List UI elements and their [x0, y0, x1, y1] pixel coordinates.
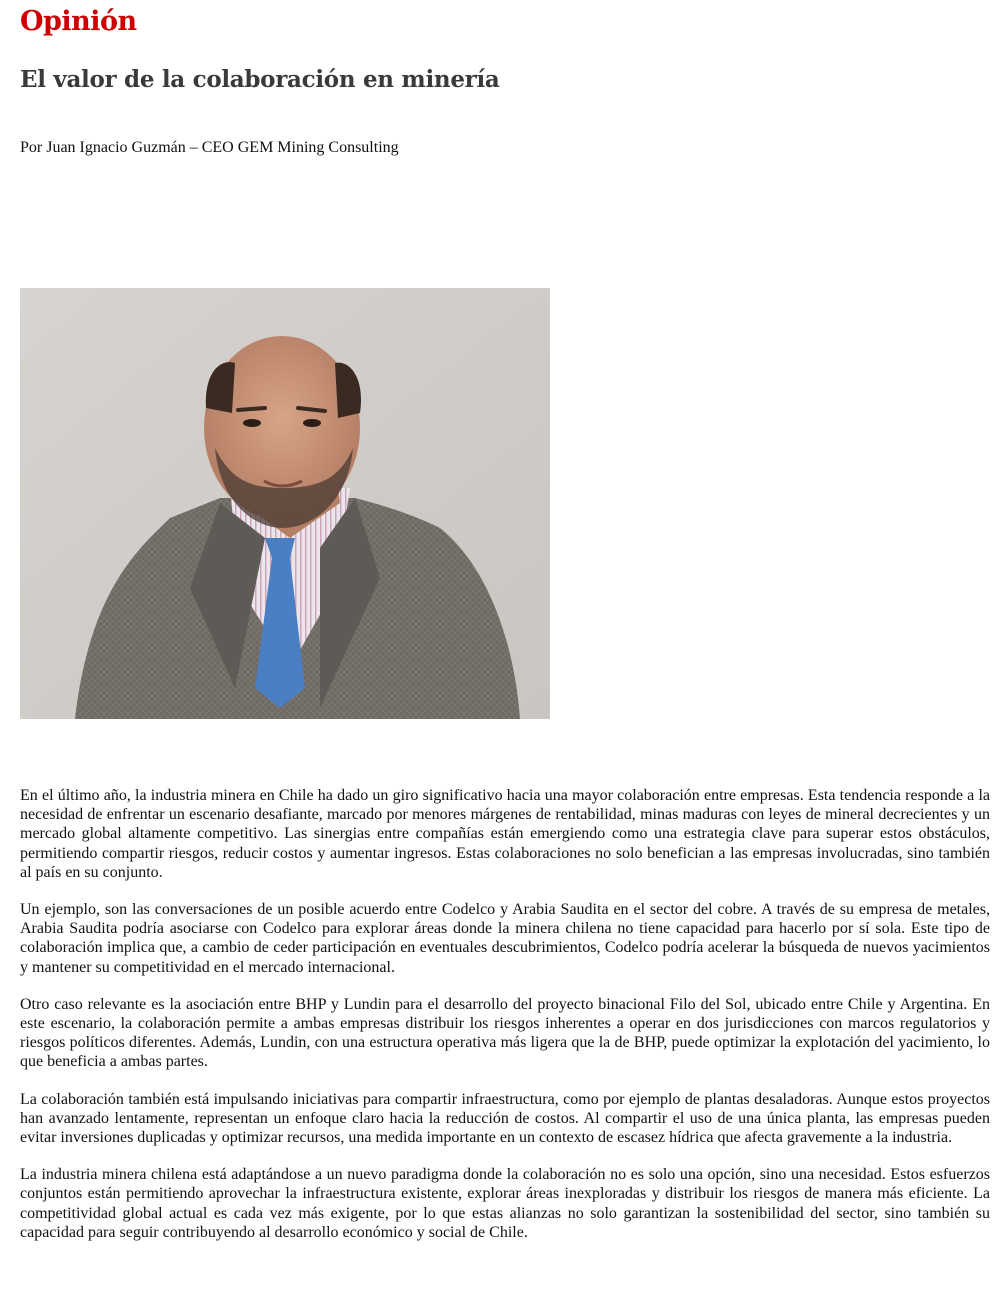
author-photo	[20, 288, 550, 719]
article-paragraph: Otro caso relevante es la asociación entre BHP y Lundin para el desarrollo del proyecto binacional Filo del Sol, ubicado entre Chile y Argentina. En este escenario, la colaboración permite a ambas empresas distribuir los riesgos inherentes a operar en dos jurisdicciones con marcos regulatorios y riesgos políticos diferentes. Además, Lundin, con una estructura operativa más ligera que la de BHP, puede optimizar la explotación del yacimiento, lo que beneficia a ambas partes.	[20, 995, 990, 1071]
article-paragraph: La colaboración también está impulsando iniciativas para compartir infraestructura, como por ejemplo de plantas desaladoras. Aunque estos proyectos han avanzado lentamente, representan un enfoque claro hacia la reducción de costos. Al compartir el uso de una única planta, las empresas pueden evitar inversiones duplicadas y optimizar recursos, una medida importante en un contexto de escasez hídrica que afecta gravemente a la industria.	[20, 1090, 990, 1147]
article-body	[20, 786, 990, 1260]
article-byline: Por Juan Ignacio Guzmán – CEO GEM Mining Consulting	[20, 139, 399, 156]
eye-left	[243, 419, 261, 427]
article-headline: El valor de la colaboración en minería	[20, 66, 500, 93]
article-paragraph: En el último año, la industria minera en Chile ha dado un giro significativo hacia una mayor colaboración entre empresas. Esta tendencia responde a la necesidad de enfrentar un escenario desafiante, marcado por menores márgenes de rentabilidad, minas maduras con leyes de mineral decrecientes y un mercado global altamente competitivo. Las sinergias entre compañías están emergiendo como una estrategia clave para superar estos obstáculos, permitiendo compartir riesgos, reducir costos y aumentar ingresos. Estas colaboraciones no solo benefician a las empresas involucradas, sino también al país en su conjunto.	[20, 787, 990, 881]
article-paragraph: La industria minera chilena está adaptándose a un nuevo paradigma donde la colaboración no es solo una opción, sino una necesidad. Estos esfuerzos conjuntos están permitiendo aprovechar la infraestructura existente, explorar áreas inexploradas y distribuir los riesgos de manera más eficiente. La competitividad global actual es cada vez más exigente, por lo que estas alianzas no solo garantizan la sostenibilidad del sector, sino también su capacidad para seguir contribuyendo al desarrollo económico y social de Chile.	[20, 1166, 990, 1241]
article-paragraph: Un ejemplo, son las conversaciones de un posible acuerdo entre Codelco y Arabia Saudita en el sector del cobre. A través de su empresa de metales, Arabia Saudita podría asociarse con Codelco para explorar áreas donde la minera chilena no tiene capacidad para hacerlo por sí sola. Este tipo de colaboración implica que, a cambio de ceder participación en eventuales descubrimientos, Codelco podría acelerar la búsqueda de nuevos yacimientos y mantener su competitividad en el mercado internacional.	[20, 901, 990, 976]
section-label: Opinión	[20, 6, 137, 37]
eye-right	[303, 419, 321, 427]
